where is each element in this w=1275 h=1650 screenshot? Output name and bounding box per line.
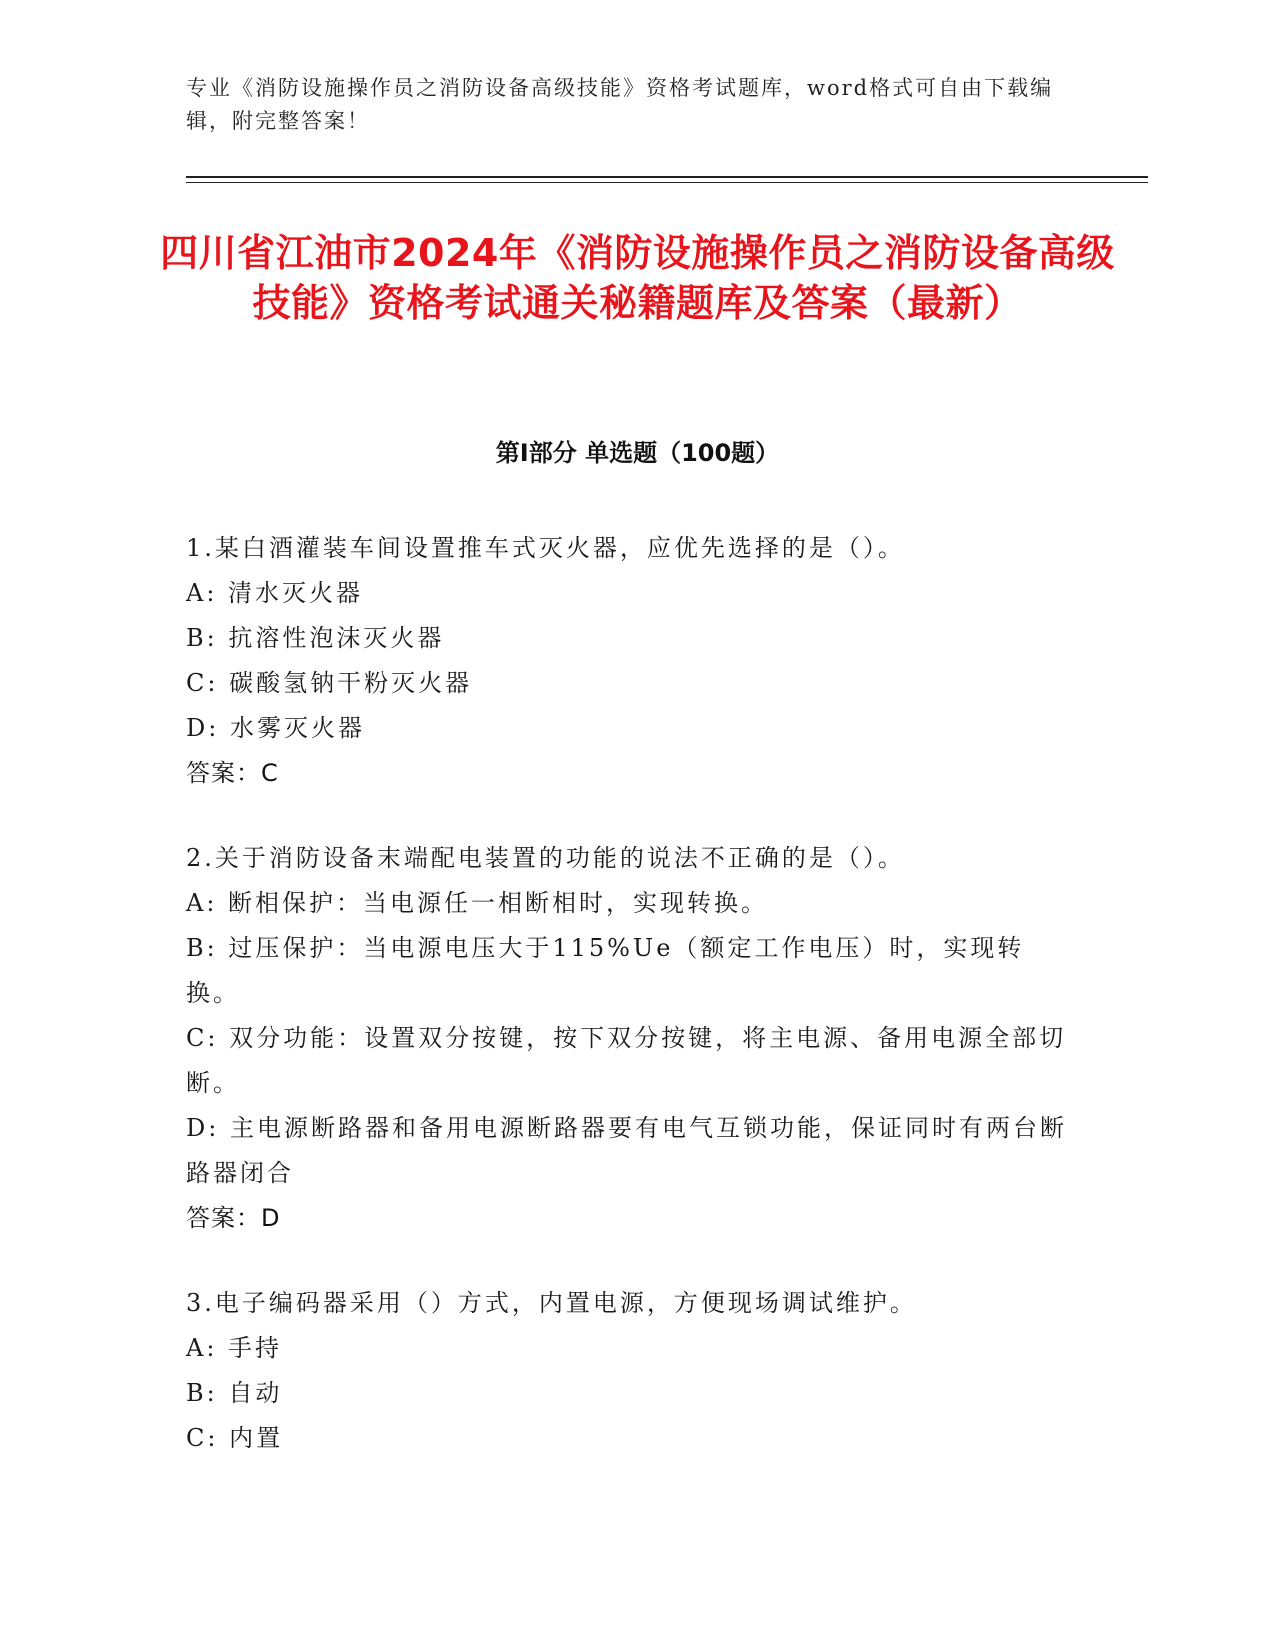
section-title: 第I部分 单选题（100题） xyxy=(495,439,780,467)
header-divider-thin xyxy=(186,182,1148,183)
question-3 xyxy=(186,1281,1076,1461)
option-a: A: 手持 xyxy=(186,1334,283,1362)
option-b: B: 过压保护：当电源电压大于115%Ue（额定工作电压）时，实现转换。 xyxy=(186,934,1025,1007)
question-list xyxy=(186,526,1076,1501)
question-stem: 1.某白酒灌装车间设置推车式灭火器，应优先选择的是（）。 xyxy=(186,534,905,562)
option-c: C: 内置 xyxy=(186,1424,284,1452)
option-a: A: 断相保护：当电源任一相断相时，实现转换。 xyxy=(186,889,769,917)
option-c: C: 碳酸氢钠干粉灭火器 xyxy=(186,669,473,697)
option-a: A: 清水灭火器 xyxy=(186,579,364,607)
header-note: 专业《消防设施操作员之消防设备高级技能》资格考试题库，word格式可自由下载编辑，附完整答案！ xyxy=(186,76,1054,133)
document-title: 四川省江油市2024年《消防设施操作员之消防设备高级技能》资格考试通关秘籍题库及答案（最新） xyxy=(160,231,1115,325)
option-c: C: 双分功能：设置双分按键，按下双分按键，将主电源、备用电源全部切断。 xyxy=(186,1024,1067,1097)
question-2 xyxy=(186,836,1076,1241)
question-stem: 3.电子编码器采用（）方式，内置电源，方便现场调试维护。 xyxy=(186,1289,917,1317)
option-d: D: 水雾灭火器 xyxy=(186,714,365,742)
answer: 答案：D xyxy=(186,1204,281,1232)
question-stem: 2.关于消防设备末端配电装置的功能的说法不正确的是（）。 xyxy=(186,844,905,872)
option-b: B: 抗溶性泡沫灭火器 xyxy=(186,624,445,652)
question-1 xyxy=(186,526,1076,796)
option-b: B: 自动 xyxy=(186,1379,283,1407)
answer: 答案：C xyxy=(186,759,279,787)
header-divider-thick xyxy=(186,176,1148,178)
option-d: D: 主电源断路器和备用电源断路器要有电气互锁功能，保证同时有两台断路器闭合 xyxy=(186,1114,1067,1187)
